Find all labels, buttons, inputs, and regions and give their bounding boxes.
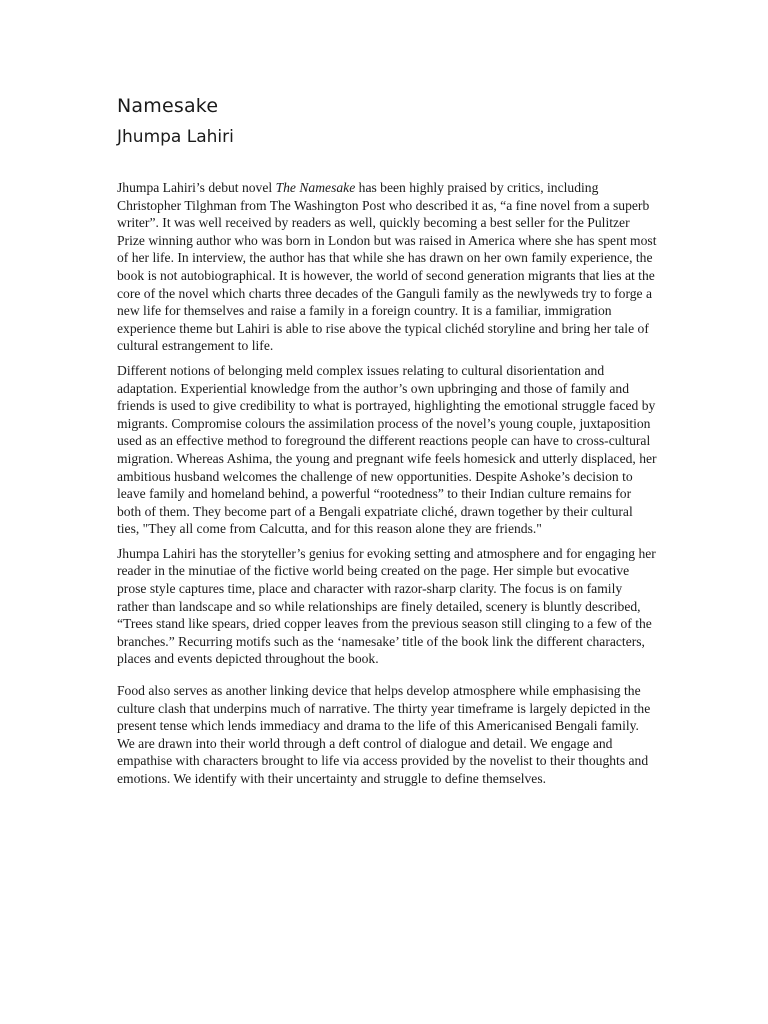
book-title-italic: The Namesake (275, 180, 356, 195)
paragraph-intro (117, 179, 657, 355)
document-author: Jhumpa Lahiri (117, 127, 234, 147)
paragraph-food: Food also serves as another linking device that helps develop atmosphere while emphasising the culture clash that underpins much of narrative. The thirty year timeframe is largely depicted in the present tense which lends immediacy and drama to the life of this Americanised Bengali family. We are drawn into their world through a deft control of dialogue and detail. We engage and empathise with characters brought to life via access provided by the novelist to their thoughts and emotions. We identify with their uncertainty and struggle to define themselves. (117, 683, 651, 786)
paragraph-intro-rest: has been highly praised by critics, including Christopher Tilghman from The Washington Post who described it as, “a fine novel from a superb writer”. It was well received by readers as well, quickly becoming a best seller for the Pulitzer Prize winning author who was born in London but was raised in America where she has spent most of her life. In interview, the author has that while she has drawn on her own family experience, the book is not autobiographical. It is however, the world of second generation migrants that lies at the core of the novel which charts three decades of the Ganguli family as the newlyweds try to forge a new life for themselves and raise a family in a foreign country. It is a familiar, immigration experience theme but Lahiri is able to rise above the typical clichéd storyline and bring her tale of cultural estrangement to life. (117, 180, 657, 354)
paragraph-belonging: Different notions of belonging meld complex issues relating to cultural disorientation and adaptation. Experiential knowledge from the author’s own upbringing and those of family and friends is used to give credibility to what is portrayed, highlighting the emotional struggle faced by migrants. Compromise colours the assimilation process of the novel’s young couple, juxtaposition used as an effective method to foreground the different reactions people can have to cross-cultural migration. Whereas Ashima, the young and pregnant wife feels homesick and utterly displaced, her ambitious husband welcomes the challenge of new opportunities. Despite Ashoke’s decision to leave family and homeland behind, a powerful “rootedness” to their Indian culture remains for both of them. They become part of a Bengali expatriate cliché, drawn together by their cultural ties, "They all come from Calcutta, and for this reason alone they are friends." (117, 362, 657, 537)
document-title: Namesake (117, 95, 219, 117)
paragraph-storyteller: Jhumpa Lahiri has the storyteller’s genius for evoking setting and atmosphere and for engaging her reader in the minutiae of the fictive world being created on the page. Her simple but evocative prose style captures time, place and character with razor-sharp clarity. The focus is on family rather than landscape and so while relationships are finely detailed, scenery is bluntly described, “Trees stand like spears, dried copper leaves from the previous season still clinging to a few of the branches.” Recurring motifs such as the ‘namesake’ title of the book link the different characters, places and events depicted throughout the book. (117, 545, 656, 667)
paragraph-intro-lead: Jhumpa Lahiri’s debut novel (117, 180, 276, 195)
document-page (117, 93, 657, 788)
